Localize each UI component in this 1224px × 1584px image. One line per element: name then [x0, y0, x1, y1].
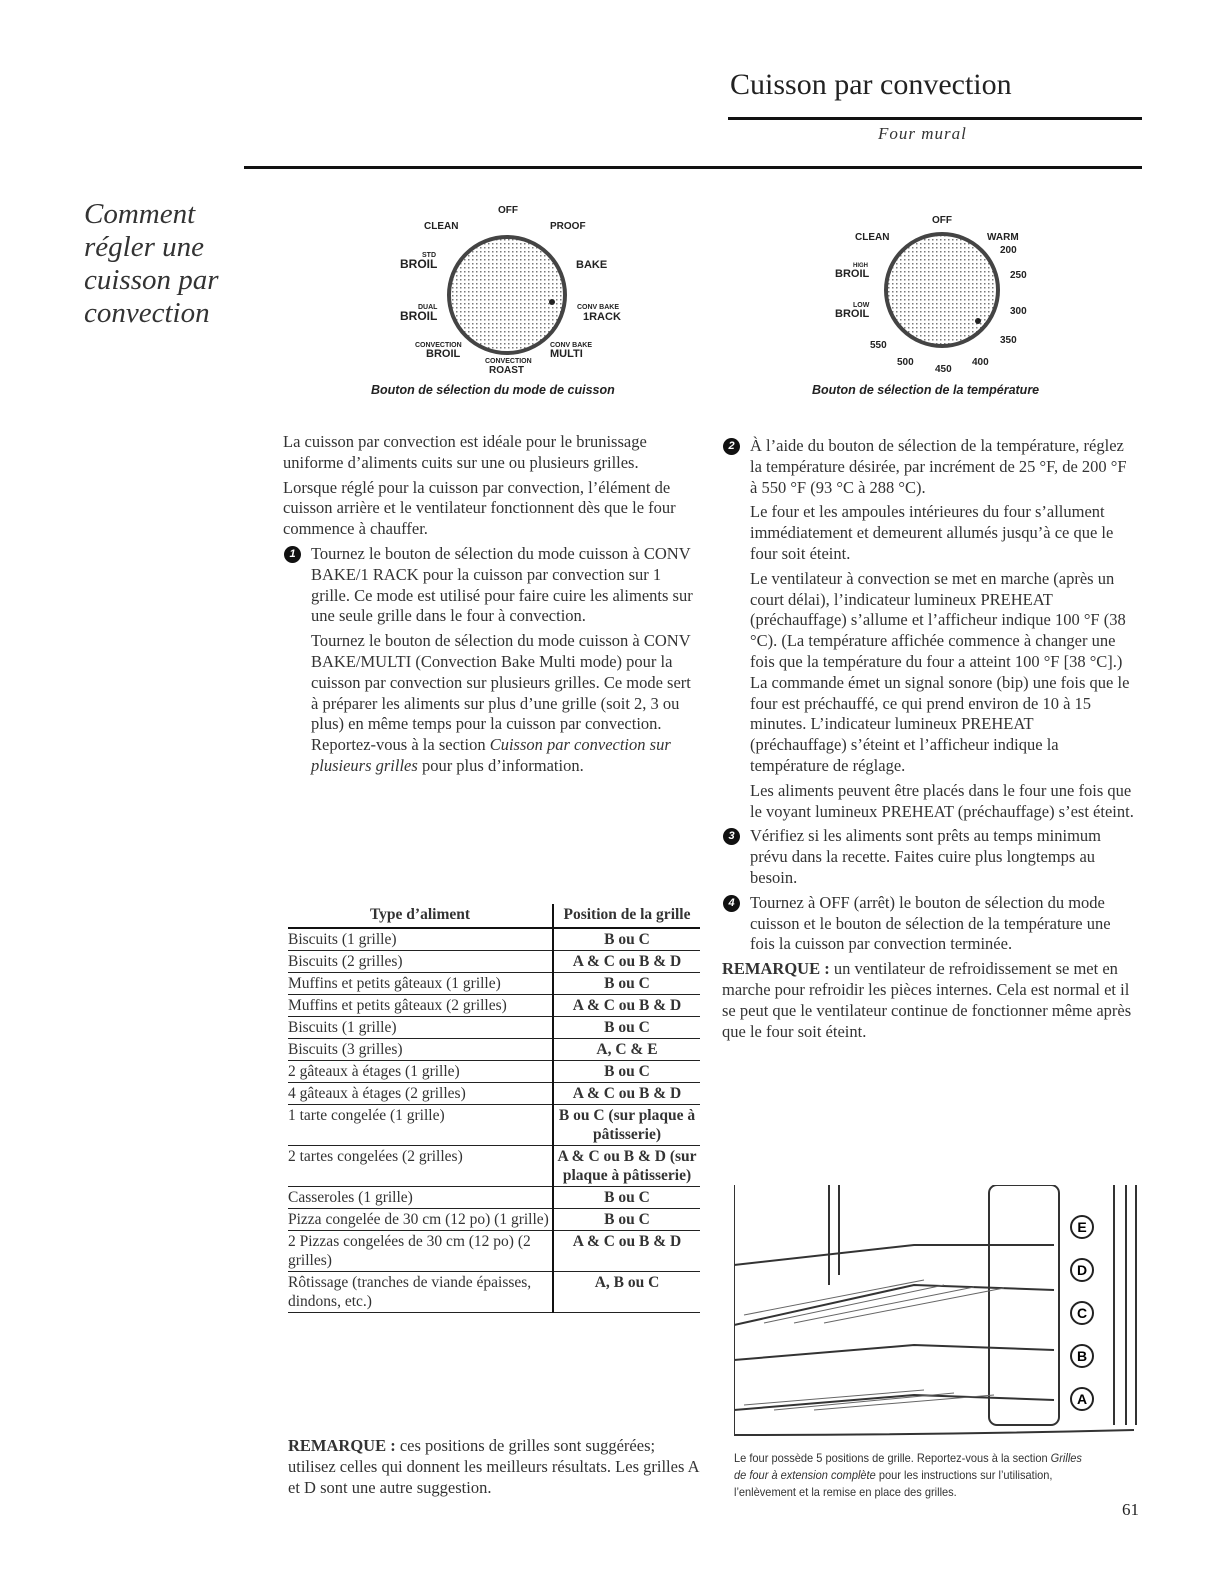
food-type-cell: 2 Pizzas congelées de 30 cm (12 po) (2 grilles) — [288, 1231, 553, 1272]
svg-text:B: B — [1076, 1348, 1088, 1364]
paragraph: Le four et les ampoules intérieures du four s’allument immédiatement et demeurent allumés jusqu’à ce que le four soit éteint. — [750, 502, 1114, 563]
food-type-cell: 4 gâteaux à étages (2 grilles) — [288, 1083, 553, 1105]
step-text: Tournez le bouton de sélection du mode cuisson à CONV BAKE/1 RACK pour la cuisson par convection sur 1 grille. Ce mode est utilisé pour faire cuire les aliments sur une seule grille dans le four à convection. — [311, 543, 693, 626]
caption-text: pour les instructions sur l’utilisation, l’enlèvement et la remise en place des grilles. — [734, 1468, 1053, 1499]
rack-position-cell: B ou C — [553, 928, 700, 951]
left-column — [283, 432, 698, 781]
rack-labels — [1071, 1216, 1093, 1410]
step-number-icon: 1 — [284, 546, 301, 563]
dial-label: 550 — [870, 340, 887, 351]
note-text: un ventilateur de refroidissement se met en marche pour refroidir les pièces internes. Cela est normal et il se peut que le ventilateur continue de fonctionner même après que le four soit éteint. — [722, 959, 1132, 1041]
dial-label: BAKE — [576, 259, 608, 271]
svg-text:D: D — [1076, 1262, 1088, 1278]
rack-label-c — [1071, 1302, 1093, 1324]
food-type-cell: Muffins et petits gâteaux (1 grille) — [288, 973, 553, 995]
svg-text:E: E — [1077, 1219, 1087, 1235]
table-row — [288, 1039, 700, 1061]
dial-label: 300 — [1010, 306, 1027, 317]
temperature-dial-figure — [800, 195, 1060, 375]
svg-text:C: C — [1076, 1305, 1088, 1321]
step-text: Tournez à OFF (arrêt) le bouton de sélection du mode cuisson et le bouton de sélection de la température une fois la cuisson par convection terminée. — [750, 892, 1111, 954]
rack-position-cell: A & C ou B & D — [553, 1083, 700, 1105]
step-text: À l’aide du bouton de sélection de la température, réglez la température désirée, par incrément de 25 °F, de 200 °F à 550 °F (93 °C à 288 °C). — [750, 436, 1127, 497]
dial-label: HIGH — [853, 263, 868, 269]
rack-position-cell: A & C ou B & D — [553, 951, 700, 973]
dial-label: 250 — [1010, 270, 1027, 281]
step-2 — [722, 436, 1134, 498]
left-note — [288, 1436, 703, 1502]
step-4 — [722, 893, 1134, 955]
dial-label: BROIL — [426, 348, 461, 360]
food-type-cell: Muffins et petits gâteaux (2 grilles) — [288, 995, 553, 1017]
rack-label-d — [1071, 1259, 1093, 1281]
figure-caption — [734, 1450, 1084, 1501]
dial-label: BROIL — [400, 257, 438, 271]
table-header: Position de la grille — [553, 904, 700, 928]
intro-paragraph: Lorsque réglé pour la cuisson par convection, l’élément de cuisson arrière et le ventilateur fonctionnent dès que le four commence à chauffer. — [283, 477, 676, 539]
dial-label: WARM — [987, 232, 1019, 243]
dial-label: CONV BAKE — [577, 304, 620, 311]
step-1-multi — [283, 631, 698, 777]
rack-label-a — [1071, 1388, 1093, 1410]
mode-dial-figure — [380, 195, 680, 375]
dial-label: CLEAN — [424, 221, 459, 232]
rack-label-b — [1071, 1345, 1093, 1367]
title-rule — [728, 117, 1142, 120]
side-heading-line: régler une — [84, 231, 204, 263]
food-type-cell: 2 tartes congelées (2 grilles) — [288, 1146, 553, 1187]
rack-position-cell: A, B ou C — [553, 1272, 700, 1313]
temperature-dial-knob — [886, 234, 998, 346]
rack-position-cell: B ou C (sur plaque à pâtisserie) — [553, 1105, 700, 1146]
side-heading-line: cuisson par — [84, 264, 219, 296]
note-label: REMARQUE : — [288, 1436, 396, 1455]
table-row — [288, 1017, 700, 1039]
food-type-cell: 1 tarte congelée (1 grille) — [288, 1105, 553, 1146]
rack-position-cell: A, C & E — [553, 1039, 700, 1061]
dial-label: 400 — [972, 357, 989, 368]
food-type-cell: 2 gâteaux à étages (1 grille) — [288, 1061, 553, 1083]
page-subtitle: Four mural — [878, 124, 967, 143]
table-header: Type d’aliment — [288, 904, 553, 928]
rack-position-cell: B ou C — [553, 1209, 700, 1231]
right-column — [722, 436, 1134, 1046]
step-3 — [722, 826, 1134, 888]
step-text: pour plus d’information. — [417, 755, 584, 775]
mode-dial-caption: Bouton de sélection du mode de cuisson — [371, 383, 615, 397]
dial-label: BROIL — [835, 308, 870, 320]
mode-dial-knob — [449, 237, 565, 353]
table-row — [288, 1209, 700, 1231]
rack-label-e — [1071, 1216, 1093, 1238]
dial-label: MULTI — [550, 348, 583, 360]
dial-label: BROIL — [835, 268, 870, 280]
dial-label: 1RACK — [583, 311, 621, 323]
dial-label: DUAL — [418, 304, 438, 311]
step-number-icon: 2 — [723, 438, 740, 455]
food-type-cell: Biscuits (1 grille) — [288, 1017, 553, 1039]
table-row — [288, 1083, 700, 1105]
dial-label: CONV BAKE — [550, 342, 593, 349]
caption-text: Le four possède 5 positions de grille. Reportez-vous à la section — [734, 1451, 1051, 1465]
temperature-dial-caption: Bouton de sélection de la température — [812, 383, 1040, 397]
dial-label: ROAST — [489, 365, 524, 375]
side-heading-line: convection — [84, 297, 210, 329]
dial-label: CONVECTION — [485, 358, 532, 365]
food-type-cell: Biscuits (2 grilles) — [288, 951, 553, 973]
dial-pointer — [975, 318, 981, 324]
dial-label: LOW — [853, 302, 870, 309]
dial-pointer — [549, 299, 555, 305]
dial-label: 500 — [897, 357, 914, 368]
paragraph: Le ventilateur à convection se met en marche (après un court délai), l’indicateur lumineux PREHEAT (préchauffage) s’allume et l’afficheur indique 100 °F (38 °C). (La température affichée commence à changer une fois que la température du four a atteint 100 °F [38 °C].) La commande émet un signal sonore (bip) une fois que le four est préchauffé, ce qui prend environ de 10 à 15 minutes. L’indicateur lumineux PREHEAT (préchauffage) s’éteint et l’afficheur indique la température de réglage. — [750, 568, 1130, 775]
table-row — [288, 1146, 700, 1187]
section-reference: Grilles de four à extension complète — [734, 1451, 1082, 1482]
step-text: Tournez le bouton de sélection du mode cuisson à CONV BAKE/MULTI (Convection Bake Multi mode) pour la cuisson par convection sur plusieurs grilles. Ce mode sert à préparer les aliments sur plus d’une grille (soit 2, 3 ou plus) en même temps pour la cuisson par convection. Reportez-vous à la section — [311, 631, 691, 755]
side-heading — [84, 198, 219, 330]
oven-racks-illustration — [734, 1185, 1144, 1445]
table-row — [288, 951, 700, 973]
rack-position-cell: B ou C — [553, 1061, 700, 1083]
dial-label: OFF — [498, 205, 518, 216]
food-type-cell: Biscuits (3 grilles) — [288, 1039, 553, 1061]
header-rule — [244, 166, 1142, 169]
rack-position-cell: B ou C — [553, 1017, 700, 1039]
dial-label: CONVECTION — [415, 342, 462, 349]
rack-position-table — [288, 904, 700, 1313]
rack-position-cell: A & C ou B & D — [553, 995, 700, 1017]
dial-label: STD — [422, 252, 436, 259]
step-number-icon: 3 — [723, 828, 740, 845]
rack-position-cell: A & C ou B & D (sur plaque à pâtisserie) — [553, 1146, 700, 1187]
table-row — [288, 1272, 700, 1313]
table-row — [288, 995, 700, 1017]
rack-position-cell: A & C ou B & D — [553, 1231, 700, 1272]
dial-label: PROOF — [550, 221, 586, 232]
note-label: REMARQUE : — [722, 959, 830, 979]
svg-text:A: A — [1076, 1391, 1088, 1407]
section-reference: Cuisson par convection sur plusieurs grilles — [311, 735, 671, 775]
table-row — [288, 1187, 700, 1209]
table-row — [288, 928, 700, 951]
dial-label: CLEAN — [855, 232, 890, 243]
dial-label: 350 — [1000, 335, 1017, 346]
food-type-cell: Biscuits (1 grille) — [288, 928, 553, 951]
food-type-cell: Rôtissage (tranches de viande épaisses, dindons, etc.) — [288, 1272, 553, 1313]
table-row — [288, 973, 700, 995]
table-row — [288, 1105, 700, 1146]
food-type-cell: Pizza congelée de 30 cm (12 po) (1 grille) — [288, 1209, 553, 1231]
rack-position-cell: B ou C — [553, 1187, 700, 1209]
dial-label: BROIL — [400, 309, 438, 323]
food-type-cell: Casseroles (1 grille) — [288, 1187, 553, 1209]
dial-label: OFF — [932, 215, 952, 226]
table-row — [288, 1061, 700, 1083]
page-title: Cuisson par convection — [730, 68, 1012, 101]
intro-paragraph: La cuisson par convection est idéale pour le brunissage uniforme d’aliments cuits sur une ou plusieurs grilles. — [283, 432, 647, 472]
side-heading-line: Comment — [84, 198, 196, 230]
note-text: ces positions de grilles sont suggérées; utilisez celles qui donnent les meilleurs résultats. Les grilles A et D sont une autre suggestion. — [288, 1436, 699, 1497]
dial-label: 450 — [935, 364, 952, 375]
dial-label: 200 — [1000, 245, 1017, 256]
step-1 — [283, 544, 698, 627]
rack-position-cell: B ou C — [553, 973, 700, 995]
step-text: Vérifiez si les aliments sont prêts au temps minimum prévu dans la recette. Faites cuire plus longtemps au besoin. — [750, 826, 1102, 887]
step-number-icon: 4 — [723, 895, 740, 912]
table-row — [288, 1231, 700, 1272]
page-number: 61 — [1122, 1500, 1139, 1519]
paragraph: Les aliments peuvent être placés dans le four une fois que le voyant lumineux PREHEAT (préchauffage) s’est éteint. — [750, 780, 1134, 821]
